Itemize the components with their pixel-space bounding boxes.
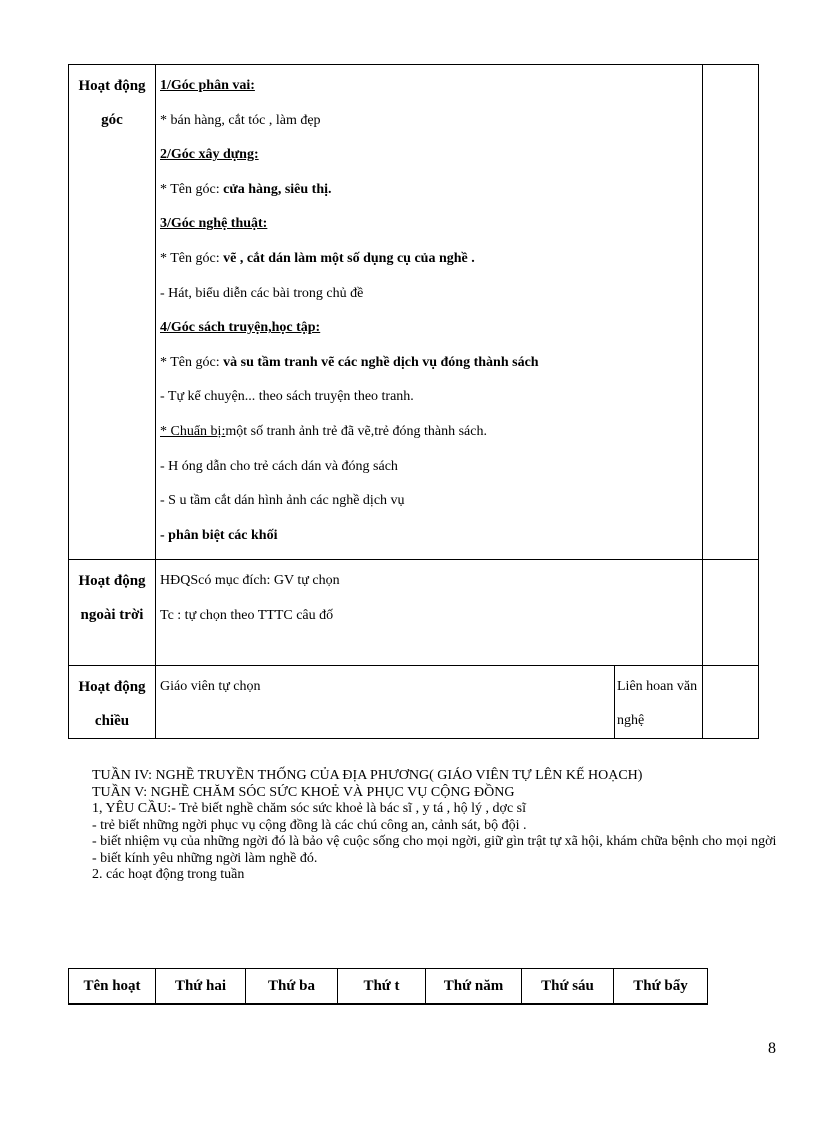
- row-content: [156, 65, 703, 560]
- section-heading: 2. các hoạt động trong tuần: [92, 867, 245, 882]
- content-span: Giáo viên tự chọn: [160, 679, 261, 695]
- content-span: 3/Góc nghệ thuật:: [160, 216, 268, 232]
- content-line: [160, 484, 702, 519]
- empty-cell: [703, 65, 759, 560]
- content-line: [160, 69, 702, 104]
- header-cell-wednesday: Thứ t: [338, 969, 426, 1005]
- week-section: [92, 768, 792, 884]
- content-span: 1/Góc phân vai:: [160, 78, 255, 93]
- content-line: [160, 564, 702, 599]
- label-line: góc: [101, 112, 123, 128]
- label-line: Hoạt động: [78, 573, 146, 590]
- week-heading: TUẦN IV: NGHỀ TRUYỀN THỐNG CỦA ĐỊA PHƯƠNG( GIÁO VIÊN TỰ LÊN KẾ HOẠCH): [92, 768, 643, 783]
- row-label: [69, 65, 156, 560]
- week-heading: TUẦN V: NGHỀ CHĂM SÓC SỨC KHOẺ VÀ PHỤC VỤ CỘNG ĐỒNG: [92, 784, 515, 800]
- row-ngoai-troi: [69, 560, 759, 666]
- content-span: * Tên góc:: [160, 181, 224, 197]
- content-span: Tc : tự chọn theo TTTC câu đố: [160, 607, 334, 623]
- extra-line: nghệ: [617, 713, 645, 729]
- content-span: cửa hàng, siêu thị.: [223, 181, 332, 197]
- label-line: Hoạt động: [78, 679, 146, 696]
- content-span: 2/Góc xây dựng:: [160, 147, 259, 163]
- extra-line: Liên hoan văn: [617, 679, 698, 695]
- content-span: và su tầm tranh vẽ các nghề dịch vụ đóng thành sách: [223, 354, 539, 370]
- content-span: * Tên góc:: [160, 354, 224, 370]
- page-number: 8: [768, 1040, 776, 1057]
- content-line: [160, 104, 702, 139]
- row-label: [69, 560, 156, 666]
- content-span: - H óng dẫn cho trẻ cách dán và đóng sách: [160, 458, 398, 474]
- empty-cell: [703, 560, 759, 666]
- content-line: [160, 207, 702, 242]
- header-cell-monday: Thứ hai: [156, 969, 246, 1005]
- extra-cell: [615, 666, 703, 739]
- content-span: vẽ , cắt dán làm một số dụng cụ của nghề .: [223, 250, 475, 266]
- content-line: [160, 599, 702, 634]
- requirement-line: 1, YÊU CẦU:- Trẻ biết nghề chăm sóc sức khoẻ là bác sĩ , y tá , hộ lý , dợc sĩ: [92, 801, 527, 816]
- requirement-line: - trẻ biết những ngời phục vụ cộng đồng là các chú công an, cảnh sát, bộ đội .: [92, 817, 527, 833]
- row-content: [156, 560, 703, 666]
- label-line: chiều: [94, 713, 130, 730]
- content-line: [160, 242, 702, 277]
- content-line: [160, 519, 702, 554]
- requirement-line: - biết kính yêu những ngời làm nghề đó.: [92, 850, 318, 866]
- days-header-table: [68, 968, 708, 1005]
- header-cell-activity: Tên hoạt: [69, 969, 156, 1005]
- content-span: * bán hàng, cắt tóc , làm đẹp: [160, 112, 321, 128]
- row-label: [69, 666, 156, 739]
- content-span: - phân biệt các khối: [160, 527, 278, 543]
- content-line: [160, 173, 702, 208]
- content-span: 4/Góc sách truyện,học tập:: [160, 320, 321, 336]
- header-cell-friday: Thứ sáu: [522, 969, 614, 1005]
- content-span: - Tự kể chuyện... theo sách truyện theo tranh.: [160, 389, 414, 405]
- empty-cell: [703, 666, 759, 739]
- row-chieu: [69, 666, 759, 739]
- content-line: [160, 670, 614, 705]
- content-line: [160, 138, 702, 173]
- row-content: [156, 666, 615, 739]
- header-cell-tuesday: Thứ ba: [246, 969, 338, 1005]
- content-span: - S u tầm cắt dán hình ảnh các nghề dịch vụ: [160, 493, 405, 509]
- header-cell-thursday: Thứ năm: [426, 969, 522, 1005]
- content-span: - Hát, biểu diễn các bài trong chủ đề: [160, 285, 364, 301]
- content-span: * Chuẩn bị:: [160, 423, 226, 439]
- label-line: ngoài trời: [80, 607, 144, 624]
- label-line: Hoạt động: [78, 78, 146, 94]
- content-line: [160, 277, 702, 312]
- content-line: [160, 380, 702, 415]
- content-line: [160, 450, 702, 485]
- content-span: HĐQScó mục đích: GV tự chọn: [160, 573, 340, 589]
- content-line: [160, 415, 702, 450]
- content-line: [160, 346, 702, 381]
- requirement-line: - biết nhiệm vụ của những ngời đó là bảo vệ cuộc sống cho mọi ngời, giữ gìn trật tự xã hội, khám chữa bệnh cho mọi ngời: [92, 834, 777, 849]
- activity-table: [68, 64, 759, 739]
- row-goc: [69, 65, 759, 560]
- content-line: [160, 311, 702, 346]
- content-span: một số tranh ảnh trẻ đã vẽ,trẻ đóng thành sách.: [225, 423, 487, 439]
- content-span: * Tên góc:: [160, 250, 224, 266]
- header-cell-saturday: Thứ bẩy: [614, 969, 708, 1005]
